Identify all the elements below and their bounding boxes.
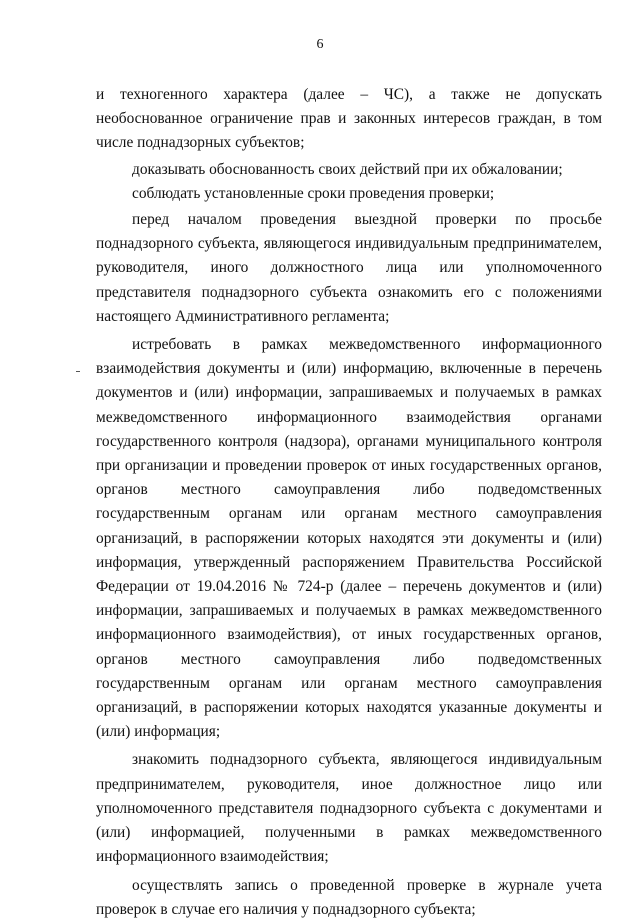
paragraph-familiarize-regulation: перед началом проведения выездной проверки по просьбе поднадзорного субъекта, являющегося индивидуальным предпринимателем, руководителя, иного должностного лица или уполномоченного представителя поднадзорного субъекта ознакомить его с положениями настоящего Административного регламента; — [96, 211, 602, 325]
margin-mark — [76, 371, 80, 372]
paragraph-continuation: и техногенного характера (далее – ЧС), а также не допускать необоснованное ограничение прав и законных интересов граждан, в том числе поднадзорных субъектов; — [96, 86, 602, 152]
paragraph-familiarize-documents: знакомить поднадзорного субъекта, являющегося индивидуальным предпринимателем, руководителя, иное должностное лицо или уполномоченного представителя поднадзорного субъекта с документами и (или) информацией, полученными в рамках межведомственного информационного взаимодействия; — [96, 751, 602, 866]
paragraph-journal-record: осуществлять запись о проведенной проверке в журнале учета проверок в случае его наличия у поднадзорного субъекта; — [96, 876, 602, 918]
document-body — [96, 83, 602, 922]
page-number: 6 — [316, 37, 324, 52]
paragraph-observe-deadlines: соблюдать установленные сроки проведения проверки; — [132, 184, 495, 202]
paragraph-request-documents: истребовать в рамках межведомственного информационного взаимодействия документы и (или) информацию, включенные в перечень документов и (или) информации, запрашиваемых и получаемых в рамках межведомственного информационного взаимодействия органами государственного контроля (надзора), органами муниципального контроля при организации и проведении проверок от иных государственных органов, органов местного самоуправления либо подведомственных государственным органам или органам местного самоуправления организаций, в распоряжении которых находятся эти документы и (или) информация, утвержденный распоряжением Правительства Российской Федерации от 19.04.2016 № 724-р (далее – перечень документов и (или) информации, запрашиваемых и получаемых в рамках межведомственного информационного взаимодействия), от иных государственных органов, органов местного самоуправления либо подведомственных государственным органам или органам местного самоуправления организаций, в распоряжении которых находятся указанные документы и (или) информация; — [96, 336, 602, 741]
paragraph-justify-actions: доказывать обоснованность своих действий при их обжаловании; — [132, 160, 563, 178]
